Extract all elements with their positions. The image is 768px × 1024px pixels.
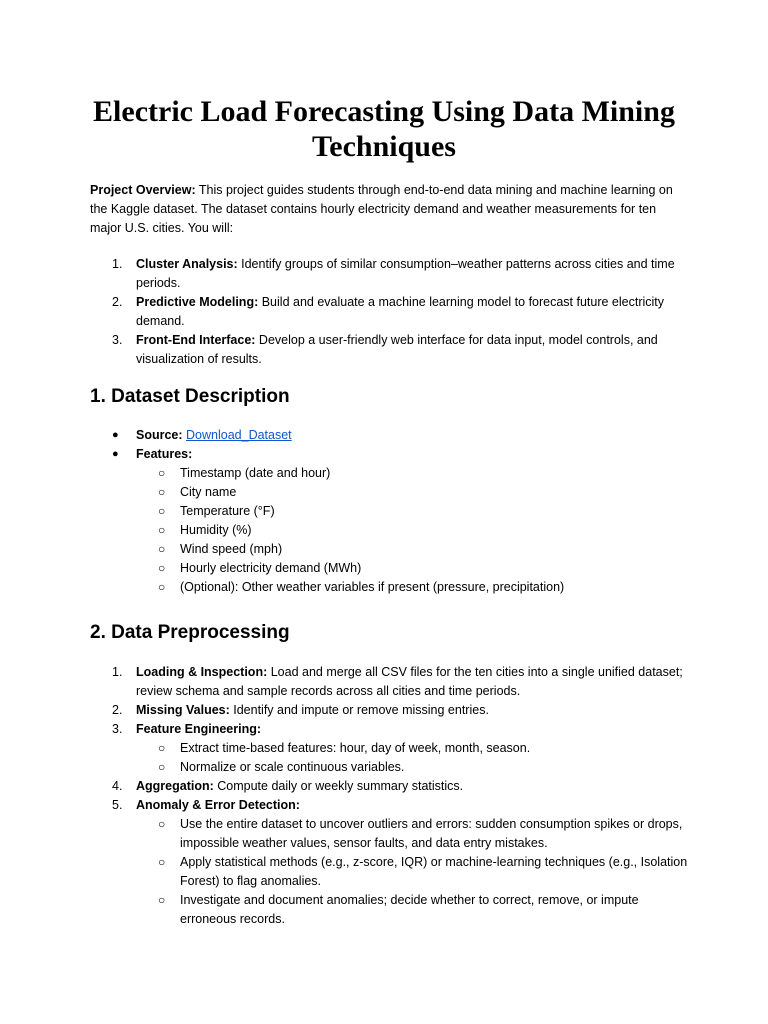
item-label: Anomaly & Error Detection: <box>136 798 300 812</box>
download-dataset-link[interactable]: Download_Dataset <box>186 428 292 442</box>
preprocessing-list <box>90 663 690 929</box>
circle-bullet-icon: ○ <box>158 466 166 480</box>
list-item <box>90 720 690 739</box>
section-heading-dataset: 1. Dataset Description <box>90 386 290 407</box>
circle-bullet-icon: ○ <box>158 561 166 575</box>
list-item <box>90 701 690 720</box>
item-text: Develop a user-friendly web interface for data input, model controls, and visualization of results. <box>136 333 658 366</box>
item-label: Front-End Interface: <box>136 333 256 347</box>
list-number: 3. <box>112 722 123 736</box>
circle-bullet-icon: ○ <box>158 855 166 869</box>
feature-text: Wind speed (mph) <box>180 542 283 556</box>
feature-text: Humidity (%) <box>180 523 252 537</box>
feature-item <box>90 559 690 578</box>
project-overview <box>90 181 690 238</box>
feature-text: Temperature (°F) <box>180 504 275 518</box>
sub-item-text: Apply statistical methods (e.g., z-score, IQR) or machine-learning techniques (e.g., Isolation Forest) to flag anomalies. <box>180 855 688 888</box>
list-number: 2. <box>112 703 123 717</box>
item-text: Compute daily or weekly summary statistics. <box>213 779 464 793</box>
feature-text: Hourly electricity demand (MWh) <box>180 561 362 575</box>
sub-item <box>90 739 690 758</box>
list-number: 5. <box>112 798 123 812</box>
feature-item <box>90 483 690 502</box>
list-item <box>90 796 690 815</box>
feature-text: (Optional): Other weather variables if present (pressure, precipitation) <box>180 580 565 594</box>
feature-item <box>90 540 690 559</box>
circle-bullet-icon: ○ <box>158 893 166 907</box>
item-text: Build and evaluate a machine learning model to forecast future electricity demand. <box>136 295 665 328</box>
objectives-list <box>90 255 690 369</box>
sub-item <box>90 815 690 853</box>
circle-bullet-icon: ○ <box>158 523 166 537</box>
list-number: 4. <box>112 779 123 793</box>
item-label: Aggregation: <box>136 779 214 793</box>
circle-bullet-icon: ○ <box>158 485 166 499</box>
list-item <box>90 255 690 293</box>
source-label: Source: <box>136 428 183 442</box>
item-label: Feature Engineering: <box>136 722 262 736</box>
list-item-source <box>90 426 690 445</box>
circle-bullet-icon: ○ <box>158 760 166 774</box>
sub-item <box>90 758 690 777</box>
sub-item-text: Normalize or scale continuous variables. <box>180 760 405 774</box>
overview-text: This project guides students through end-to-end data mining and machine learning on the Kaggle dataset. The dataset contains hourly electricity demand and weather measurements for ten major U.S. cities. You will: <box>90 183 673 235</box>
item-label: Loading & Inspection: <box>136 665 268 679</box>
item-text: Identify groups of similar consumption–weather patterns across cities and time periods. <box>136 257 675 290</box>
circle-bullet-icon: ○ <box>158 542 166 556</box>
circle-bullet-icon: ○ <box>158 504 166 518</box>
list-item <box>90 663 690 701</box>
overview-label: Project Overview: <box>90 183 196 197</box>
feature-text: City name <box>180 485 237 499</box>
list-number: 2. <box>112 295 123 309</box>
list-item <box>90 777 690 796</box>
item-text: Load and merge all CSV files for the ten cities into a single unified dataset; review schema and sample records across all cities and time periods. <box>136 665 683 698</box>
bullet-icon: ● <box>112 448 119 460</box>
section-heading-preprocessing: 2. Data Preprocessing <box>90 622 290 643</box>
feature-item <box>90 578 690 597</box>
bullet-icon: ● <box>112 429 119 441</box>
item-text: Identify and impute or remove missing entries. <box>229 703 489 717</box>
circle-bullet-icon: ○ <box>158 741 166 755</box>
sub-item-text: Use the entire dataset to uncover outliers and errors: sudden consumption spikes or drops, impossible weather values, sensor faults, and data entry mistakes. <box>180 817 683 850</box>
feature-item <box>90 502 690 521</box>
sub-item-text: Investigate and document anomalies; decide whether to correct, remove, or impute erroneous records. <box>180 893 639 926</box>
item-label: Cluster Analysis: <box>136 257 238 271</box>
list-number: 1. <box>112 257 123 271</box>
dataset-list <box>90 426 690 597</box>
list-item <box>90 331 690 369</box>
circle-bullet-icon: ○ <box>158 817 166 831</box>
features-label: Features: <box>136 447 193 461</box>
list-number: 1. <box>112 665 123 679</box>
item-label: Missing Values: <box>136 703 230 717</box>
feature-item <box>90 521 690 540</box>
item-label: Predictive Modeling: <box>136 295 259 309</box>
sub-item-text: Extract time-based features: hour, day of week, month, season. <box>180 741 531 755</box>
circle-bullet-icon: ○ <box>158 580 166 594</box>
list-item-features <box>90 445 690 464</box>
list-number: 3. <box>112 333 123 347</box>
document-title: Electric Load Forecasting Using Data Mining Techniques <box>93 95 675 163</box>
list-item <box>90 293 690 331</box>
feature-item <box>90 464 690 483</box>
feature-text: Timestamp (date and hour) <box>180 466 331 480</box>
sub-item <box>90 891 690 929</box>
sub-item <box>90 853 690 891</box>
